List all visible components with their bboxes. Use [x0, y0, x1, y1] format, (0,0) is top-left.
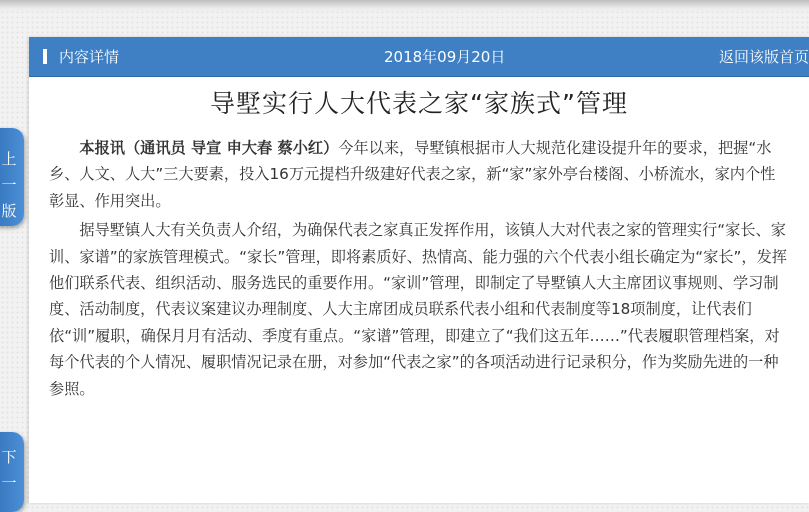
next-page-button[interactable]: [0, 432, 24, 512]
content-panel: [29, 37, 809, 503]
content-header-bar: [29, 37, 809, 77]
article-title: 导墅实行人大代表之家“家族式”管理: [210, 89, 628, 118]
top-shadow: [0, 0, 809, 14]
back-to-page-link[interactable]: 返回该版首页: [718, 48, 809, 66]
previous-page-button[interactable]: [0, 128, 24, 226]
content-detail-label: 内容详情: [59, 48, 120, 66]
next-label-char: 一: [1, 474, 17, 492]
article-body: [49, 135, 790, 405]
header-bar-marker-icon: [43, 49, 47, 64]
next-label-char: 下: [1, 448, 17, 466]
prev-label-char: 上: [1, 150, 17, 168]
issue-date: 2018年09月20日: [384, 48, 506, 66]
article-byline: 本报讯（通讯员 导宣 申大春 蔡小红）: [79, 139, 339, 157]
article-paragraph: [49, 135, 790, 214]
prev-label-char: 一: [1, 176, 17, 194]
article-paragraph-text: 今年以来，导墅镇根据市人大规范化建设提升年的要求，把握“水乡、人文、人大”三大要素，投入16万元提档升级建好代表之家，新“家”家外亭台楼阁、小桥流水，家内个性彰显、作用突出。: [49, 139, 776, 210]
article-paragraph: 据导墅镇人大有关负责人介绍，为确保代表之家真正发挥作用，该镇人大对代表之家的管理实行“家长、家训、家谱”的家族管理模式。“家长”管理，即将素质好、热情高、能力强的六个代表小组长确定为“家长”，发挥他们联系代表、组织活动、服务选民的重要作用。“家训”管理，即制定了导墅镇人大主席团议事规则、学习制度、活动制度，代表议案建议办理制度、人大主席团成员联系代表小组和代表制度等18项制度，让代表们依“训”履职，确保月月有活动、季度有重点。“家谱”管理，即建立了“我们这五年……”代表履职管理档案，对每个代表的个人情况、履职情况记录在册，对参加“代表之家”的各项活动进行记录积分，作为奖励先进的一种参照。: [49, 221, 787, 398]
prev-label-char: 版: [1, 202, 17, 220]
